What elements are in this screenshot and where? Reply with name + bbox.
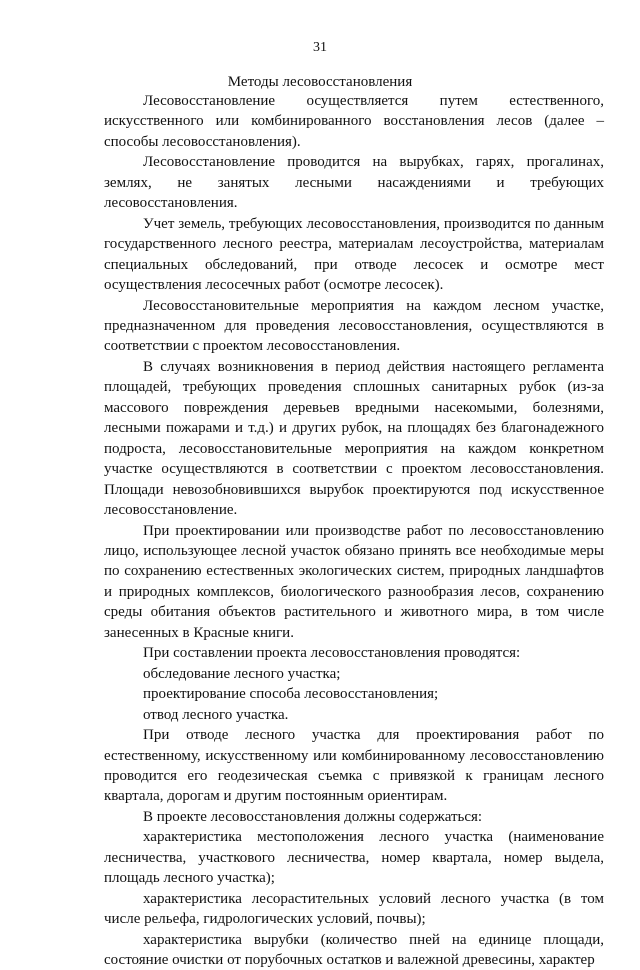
list-item: характеристика вырубки (количество пней на единице площади, состояние очистки от порубочных остатков и валежной древесины, характер [104,931,604,969]
list-item: характеристика местоположения лесного участка (наименование лесничества, участкового лесничества, номер квартала, номер выдела, площадь лесного участка); [104,829,604,887]
paragraph: В случаях возникновения в период действия настоящего регламента площадей, требующих проведения сплошных санитарных рубок (из-за массового повреждения деревьев вредными насекомыми, болезнями, лесными пожарами и т.д.) и других рубок, на площадях без благонадежного подроста, лесовосстановительные мероприятия на каждом конкретном участке осуществляются в соответствии с проектом лесовосстановления. Площади невозобновившихся вырубок проектируются под искусственное лесовосстановление. [104,358,604,519]
paragraph: При отводе лесного участка для проектирования работ по естественному, искусственному или комбинированному лесовосстановлению проводится его геодезическая съемка с привязкой к границам лесного квартала, дорогам и другим постоянным ориентирам. [104,727,604,805]
paragraph: Лесовосстановление проводится на вырубках, гарях, прогалинах, землях, не занятых лесными насаждениями и требующих лесовосстановления. [104,154,604,212]
paragraph: При проектировании или производстве работ по лесовосстановлению лицо, использующее лесной участок обязано принять все необходимые меры по сохранению естественных экологических систем, природных ландшафтов и природных комплексов, биологического разнообразия лесов, сохранению среды обитания объектов растительного и животного мира, в том числе занесенных в Красные книги. [104,522,604,641]
paragraph: Лесовосстановительные мероприятия на каждом лесном участке, предназначенном для проведения лесовосстановления, осуществляются в соответствии с проектом лесовосстановления. [104,297,604,355]
paragraph: Лесовосстановление осуществляется путем естественного, искусственного или комбинированного восстановления лесов (далее – способы лесовосстановления). [104,93,604,150]
page-number: 31 [313,40,327,55]
paragraph: При составлении проекта лесовосстановления проводятся: [143,645,521,662]
list-item: характеристика лесорастительных условий лесного участка (в том числе рельефа, гидрологических условий, почвы); [104,890,604,928]
document-body [104,91,604,970]
list-item: отвод лесного участка. [143,706,289,723]
list-item: обследование лесного участка; [143,665,341,682]
section-heading: Методы лесовосстановления [227,74,413,90]
list-item: проектирование способа лесовосстановления; [143,686,439,703]
paragraph: В проекте лесовосстановления должны содержаться: [143,808,483,825]
paragraph: Учет земель, требующих лесовосстановления, производится по данным государственного лесного реестра, материалам лесоустройства, материалам специальных обследований, при отводе лесосек и осмотре мест осуществления лесосечных работ (осмотре лесосек). [104,215,604,294]
